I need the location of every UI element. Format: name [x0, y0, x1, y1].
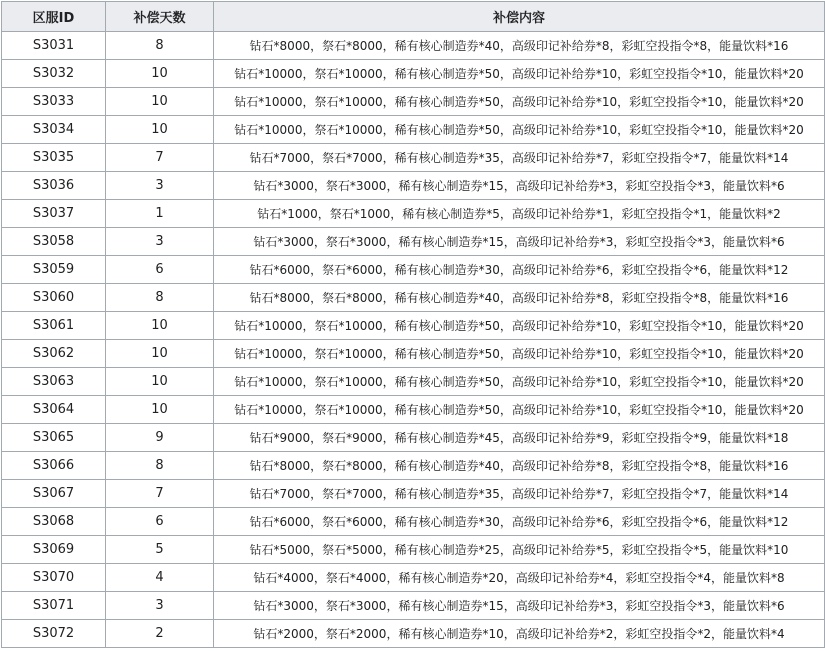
server-id-cell: S3061 [2, 312, 106, 340]
table-row [2, 564, 825, 592]
table-row [2, 340, 825, 368]
table-row [2, 312, 825, 340]
compensation-days-cell: 8 [106, 32, 214, 60]
header-compensation-days: 补偿天数 [106, 2, 214, 32]
compensation-days-cell: 4 [106, 564, 214, 592]
table-header [2, 2, 825, 32]
compensation-content-cell: 钻石*9000，祭石*9000，稀有核心制造券*45，高级印记补给券*9，彩虹空投指令*9，能量饮料*18 [214, 424, 825, 452]
server-id-cell: S3059 [2, 256, 106, 284]
compensation-days-cell: 10 [106, 312, 214, 340]
compensation-content-cell: 钻石*10000，祭石*10000，稀有核心制造券*50，高级印记补给券*10，彩虹空投指令*10，能量饮料*20 [214, 396, 825, 424]
table-row [2, 172, 825, 200]
compensation-days-cell: 7 [106, 480, 214, 508]
compensation-content-cell: 钻石*10000，祭石*10000，稀有核心制造券*50，高级印记补给券*10，彩虹空投指令*10，能量饮料*20 [214, 116, 825, 144]
table-row [2, 424, 825, 452]
table-row [2, 88, 825, 116]
compensation-days-cell: 10 [106, 88, 214, 116]
compensation-table [1, 1, 825, 648]
table-row [2, 256, 825, 284]
table-row [2, 480, 825, 508]
compensation-content-cell: 钻石*7000，祭石*7000，稀有核心制造券*35，高级印记补给券*7，彩虹空投指令*7，能量饮料*14 [214, 144, 825, 172]
compensation-content-cell: 钻石*1000，祭石*1000，稀有核心制造券*5，高级印记补给券*1，彩虹空投指令*1，能量饮料*2 [214, 200, 825, 228]
server-id-cell: S3031 [2, 32, 106, 60]
table-row [2, 200, 825, 228]
table-row [2, 396, 825, 424]
compensation-content-cell: 钻石*10000，祭石*10000，稀有核心制造券*50，高级印记补给券*10，彩虹空投指令*10，能量饮料*20 [214, 340, 825, 368]
compensation-content-cell: 钻石*10000，祭石*10000，稀有核心制造券*50，高级印记补给券*10，彩虹空投指令*10，能量饮料*20 [214, 368, 825, 396]
table-row [2, 620, 825, 648]
server-id-cell: S3072 [2, 620, 106, 648]
compensation-content-cell: 钻石*8000，祭石*8000，稀有核心制造券*40，高级印记补给券*8，彩虹空投指令*8，能量饮料*16 [214, 32, 825, 60]
compensation-content-cell: 钻石*4000，祭石*4000，稀有核心制造券*20，高级印记补给券*4，彩虹空投指令*4，能量饮料*8 [214, 564, 825, 592]
server-id-cell: S3064 [2, 396, 106, 424]
compensation-days-cell: 3 [106, 228, 214, 256]
compensation-days-cell: 10 [106, 368, 214, 396]
server-id-cell: S3033 [2, 88, 106, 116]
header-compensation-content: 补偿内容 [214, 2, 825, 32]
server-id-cell: S3036 [2, 172, 106, 200]
compensation-content-cell: 钻石*3000，祭石*3000，稀有核心制造券*15，高级印记补给券*3，彩虹空投指令*3，能量饮料*6 [214, 592, 825, 620]
server-id-cell: S3070 [2, 564, 106, 592]
compensation-days-cell: 10 [106, 60, 214, 88]
header-server-id: 区服ID [2, 2, 106, 32]
server-id-cell: S3067 [2, 480, 106, 508]
compensation-days-cell: 3 [106, 592, 214, 620]
table-row [2, 536, 825, 564]
compensation-days-cell: 10 [106, 340, 214, 368]
compensation-content-cell: 钻石*6000，祭石*6000，稀有核心制造券*30，高级印记补给券*6，彩虹空投指令*6，能量饮料*12 [214, 508, 825, 536]
server-id-cell: S3066 [2, 452, 106, 480]
server-id-cell: S3068 [2, 508, 106, 536]
header-row [2, 2, 825, 32]
server-id-cell: S3032 [2, 60, 106, 88]
compensation-days-cell: 10 [106, 116, 214, 144]
compensation-days-cell: 3 [106, 172, 214, 200]
compensation-days-cell: 6 [106, 508, 214, 536]
compensation-content-cell: 钻石*5000，祭石*5000，稀有核心制造券*25，高级印记补给券*5，彩虹空投指令*5，能量饮料*10 [214, 536, 825, 564]
server-id-cell: S3062 [2, 340, 106, 368]
table-row [2, 592, 825, 620]
table-row [2, 368, 825, 396]
server-id-cell: S3071 [2, 592, 106, 620]
compensation-days-cell: 8 [106, 452, 214, 480]
compensation-content-cell: 钻石*2000，祭石*2000，稀有核心制造券*10，高级印记补给券*2，彩虹空投指令*2，能量饮料*4 [214, 620, 825, 648]
compensation-days-cell: 10 [106, 396, 214, 424]
server-id-cell: S3069 [2, 536, 106, 564]
compensation-content-cell: 钻石*8000，祭石*8000，稀有核心制造券*40，高级印记补给券*8，彩虹空投指令*8，能量饮料*16 [214, 452, 825, 480]
compensation-days-cell: 8 [106, 284, 214, 312]
table-row [2, 284, 825, 312]
table-row [2, 452, 825, 480]
table-row [2, 32, 825, 60]
compensation-content-cell: 钻石*6000，祭石*6000，稀有核心制造券*30，高级印记补给券*6，彩虹空投指令*6，能量饮料*12 [214, 256, 825, 284]
compensation-content-cell: 钻石*7000，祭石*7000，稀有核心制造券*35，高级印记补给券*7，彩虹空投指令*7，能量饮料*14 [214, 480, 825, 508]
compensation-table-wrapper [1, 1, 824, 648]
compensation-days-cell: 2 [106, 620, 214, 648]
table-body [2, 32, 825, 648]
compensation-content-cell: 钻石*10000，祭石*10000，稀有核心制造券*50，高级印记补给券*10，彩虹空投指令*10，能量饮料*20 [214, 312, 825, 340]
compensation-days-cell: 1 [106, 200, 214, 228]
server-id-cell: S3037 [2, 200, 106, 228]
compensation-content-cell: 钻石*3000，祭石*3000，稀有核心制造券*15，高级印记补给券*3，彩虹空投指令*3，能量饮料*6 [214, 228, 825, 256]
compensation-days-cell: 7 [106, 144, 214, 172]
server-id-cell: S3058 [2, 228, 106, 256]
table-row [2, 508, 825, 536]
compensation-days-cell: 5 [106, 536, 214, 564]
server-id-cell: S3063 [2, 368, 106, 396]
table-row [2, 144, 825, 172]
server-id-cell: S3035 [2, 144, 106, 172]
compensation-content-cell: 钻石*10000，祭石*10000，稀有核心制造券*50，高级印记补给券*10，彩虹空投指令*10，能量饮料*20 [214, 88, 825, 116]
table-row [2, 116, 825, 144]
compensation-content-cell: 钻石*10000，祭石*10000，稀有核心制造券*50，高级印记补给券*10，彩虹空投指令*10，能量饮料*20 [214, 60, 825, 88]
compensation-days-cell: 9 [106, 424, 214, 452]
compensation-days-cell: 6 [106, 256, 214, 284]
compensation-content-cell: 钻石*3000，祭石*3000，稀有核心制造券*15，高级印记补给券*3，彩虹空投指令*3，能量饮料*6 [214, 172, 825, 200]
server-id-cell: S3065 [2, 424, 106, 452]
table-row [2, 228, 825, 256]
compensation-content-cell: 钻石*8000，祭石*8000，稀有核心制造券*40，高级印记补给券*8，彩虹空投指令*8，能量饮料*16 [214, 284, 825, 312]
server-id-cell: S3034 [2, 116, 106, 144]
table-row [2, 60, 825, 88]
server-id-cell: S3060 [2, 284, 106, 312]
